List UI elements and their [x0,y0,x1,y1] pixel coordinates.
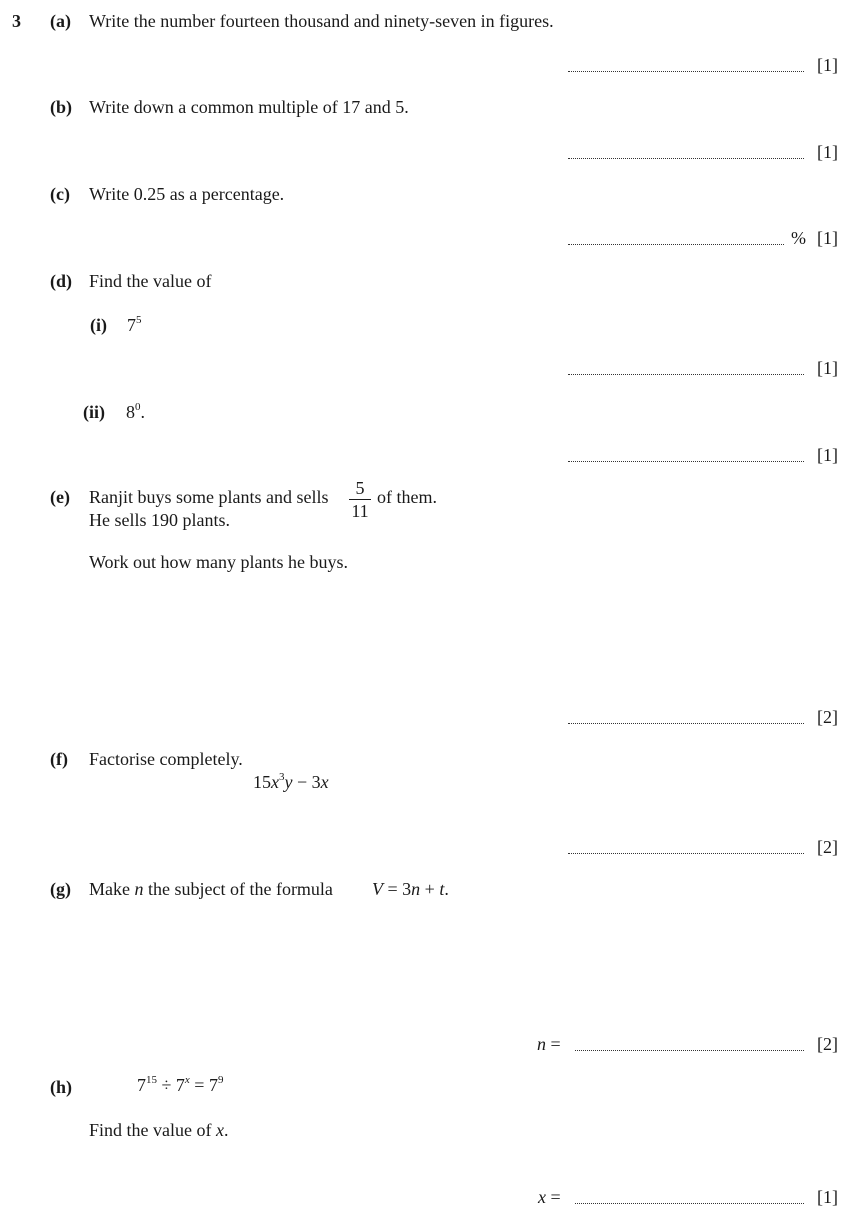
part-d-i-answer-line[interactable] [568,359,804,379]
part-h-text: Find the value of x. [89,1120,229,1140]
part-c-unit: % [791,228,806,248]
part-a-text: Write the number fourteen thousand and ninety-seven in figures. [89,11,554,31]
part-g-mark: [2] [817,1034,838,1054]
part-h-equation: $7^{15} \div 7^x = 7^9$ [137,1074,224,1095]
part-d-i-mark: [1] [817,358,838,378]
part-d-ii-expression: $8^0$. [126,401,145,422]
part-d-i-label: (i) [90,315,107,335]
part-f-answer-line[interactable] [568,838,804,858]
part-h-mark: [1] [817,1187,838,1207]
part-f-text: Factorise completely. [89,749,243,769]
part-h-label: (h) [50,1077,72,1097]
part-b-text: Write down a common multiple of 17 and 5. [89,97,409,117]
part-g-text: Make n the subject of the formula [89,879,333,899]
part-f-label: (f) [50,749,68,769]
part-d-i-expression: $7^5$ [127,314,142,335]
part-h-answer-line[interactable] [575,1188,804,1208]
part-a-mark: [1] [817,55,838,75]
part-e-label: (e) [50,487,70,507]
part-c-label: (c) [50,184,70,204]
part-c-text: Write 0.25 as a percentage. [89,184,285,204]
part-a-label: (a) [50,11,71,31]
part-d-label: (d) [50,271,72,291]
part-f-expression: $15x^3y - 3x$ [253,771,329,792]
part-b-mark: [1] [817,142,838,162]
part-a-answer-line[interactable] [568,56,804,76]
part-e-line2: He sells 190 plants. [89,510,230,530]
part-d-ii-mark: [1] [817,445,838,465]
part-e-answer-line[interactable] [568,708,804,728]
fraction-denominator: 11 [351,501,369,521]
fraction-numerator: 5 [355,478,365,498]
question-number: 3 [12,11,21,31]
part-d-ii-label: (ii) [83,402,105,422]
part-c-mark: [1] [817,228,838,248]
part-g-answer-line[interactable] [575,1035,804,1055]
part-e-text-after: of them. [377,487,437,507]
part-g-label: (g) [50,879,71,899]
part-h-answer-prefix: x = [538,1187,561,1207]
part-d-ii-answer-line[interactable] [568,446,804,466]
part-g-formula: V = 3n + t. [372,879,449,899]
part-e-mark: [2] [817,707,838,727]
part-f-mark: [2] [817,837,838,857]
part-e-text-before: Ranjit buys some plants and sells [89,487,329,507]
part-b-label: (b) [50,97,72,117]
part-g-answer-prefix: n = [537,1034,561,1054]
part-c-answer-line[interactable] [568,229,784,249]
part-e-fraction [349,479,371,520]
part-d-text: Find the value of [89,271,212,291]
part-e-line3: Work out how many plants he buys. [89,552,349,572]
part-b-answer-line[interactable] [568,143,804,163]
